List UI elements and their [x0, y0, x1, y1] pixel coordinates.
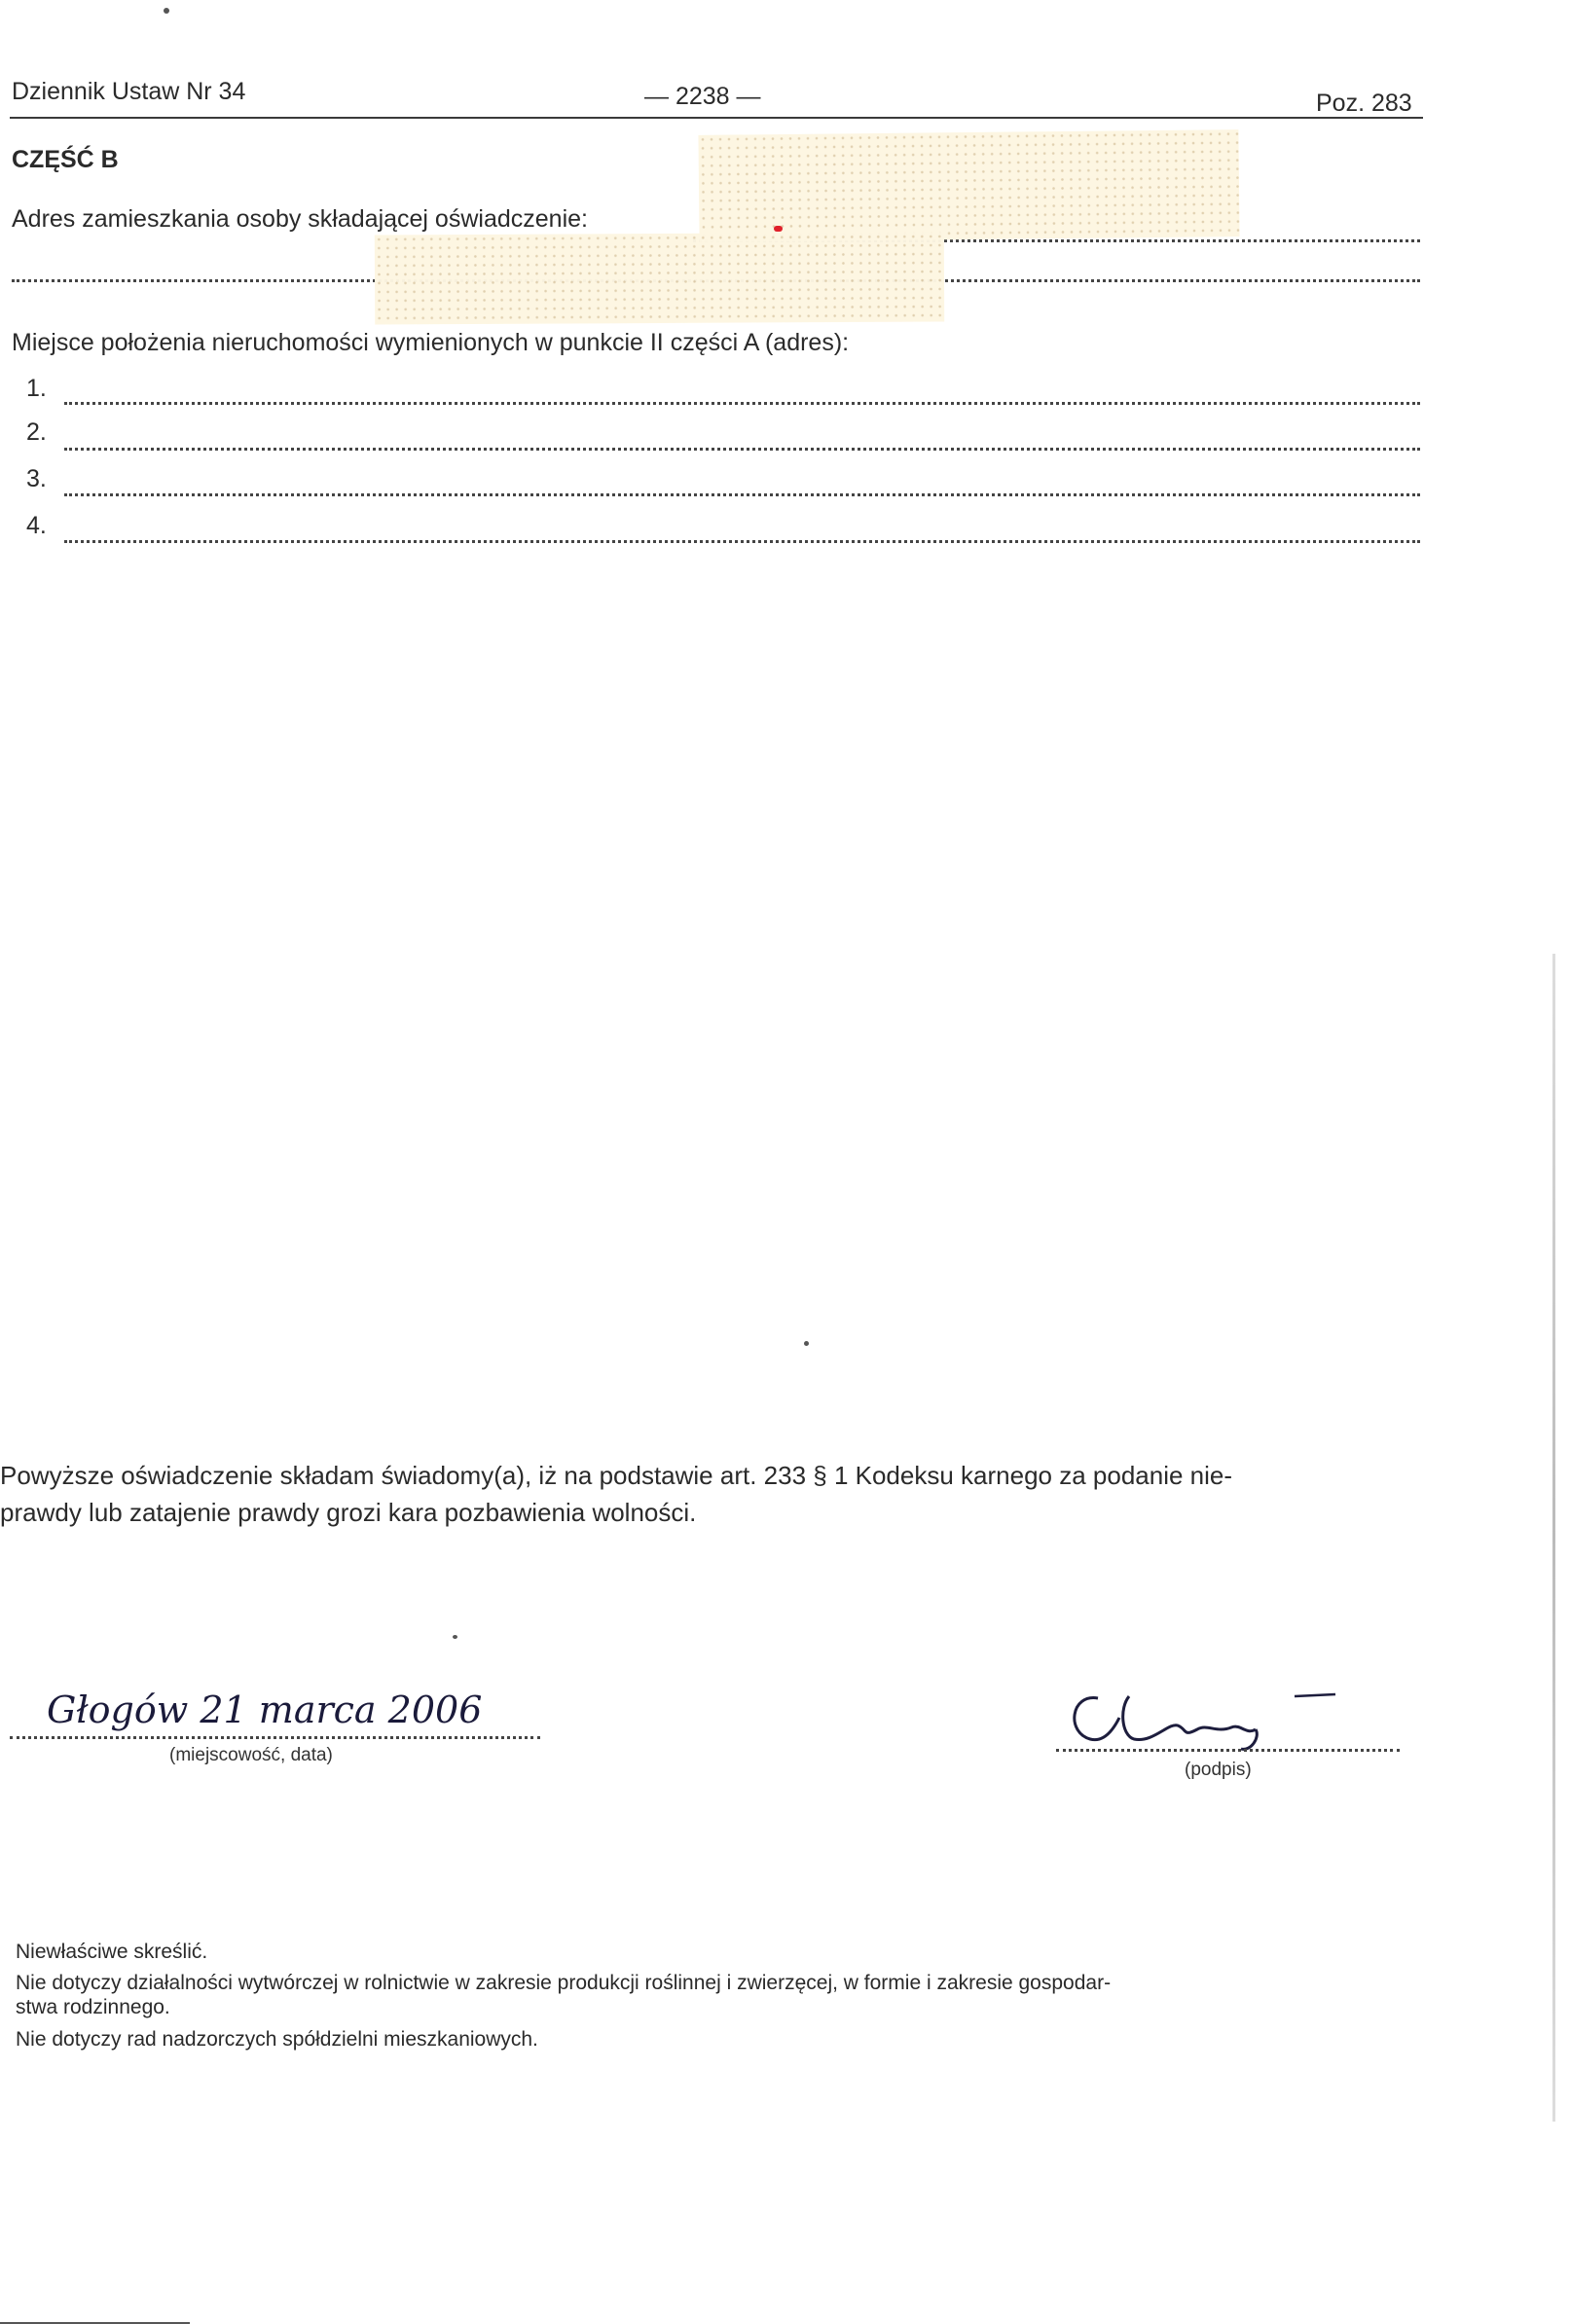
property-line-1 — [64, 402, 1420, 405]
handwritten-place-date: Głogów 21 marca 2006 — [47, 1689, 483, 1731]
scan-speck — [453, 1635, 457, 1639]
footnote-2: Nie dotyczy działalności wytwórczej w rolnictwie w zakresie produkcji roślinnej i zwierzęcej, w formie i zakresie gospodar- — [16, 1972, 1112, 1994]
scan-speck — [804, 1341, 809, 1346]
property-item-number: 4. — [26, 512, 47, 539]
place-date-line — [10, 1736, 540, 1739]
signature-line — [1056, 1749, 1400, 1752]
redaction-tape-lower — [375, 232, 944, 324]
property-item-number: 2. — [26, 418, 47, 446]
scan-edge — [1552, 954, 1555, 2122]
signature-mark — [1061, 1679, 1343, 1766]
page-number: — 2238 — — [644, 83, 761, 110]
statement-line-1: Powyższe oświadczenie składam świadomy(a), iż na podstawie art. 233 § 1 Kodeksu karnego za podanie nie- — [0, 1461, 1233, 1490]
property-item-number: 3. — [26, 465, 47, 492]
scan-speck — [164, 8, 169, 14]
property-line-2 — [64, 448, 1420, 451]
header-rule — [10, 117, 1423, 119]
property-item-number: 1. — [26, 375, 47, 402]
property-label: Miejsce położenia nieruchomości wymienionych w punkcie II części A (adres): — [12, 329, 850, 356]
address-label: Adres zamieszkania osoby składającej oświadczenie: — [12, 205, 588, 233]
place-date-caption: (miejscowość, data) — [169, 1745, 333, 1765]
legal-statement — [0, 1457, 1431, 1531]
position-number: Poz. 283 — [1316, 90, 1412, 117]
footnote-3: Nie dotyczy rad nadzorczych spółdzielni mieszkaniowych. — [16, 2028, 538, 2051]
section-title: CZĘŚĆ B — [12, 146, 119, 173]
footnote-1: Niewłaściwe skreślić. — [16, 1941, 208, 1963]
property-line-4 — [64, 540, 1420, 543]
red-mark — [774, 226, 783, 232]
statement-line-2: prawdy lub zatajenie prawdy grozi kara pozbawienia wolności. — [0, 1498, 697, 1527]
signature-caption: (podpis) — [1185, 1760, 1252, 1780]
property-line-3 — [64, 493, 1420, 496]
journal-title: Dziennik Ustaw Nr 34 — [12, 78, 246, 105]
footnote-2-continued: stwa rodzinnego. — [16, 1996, 170, 2018]
